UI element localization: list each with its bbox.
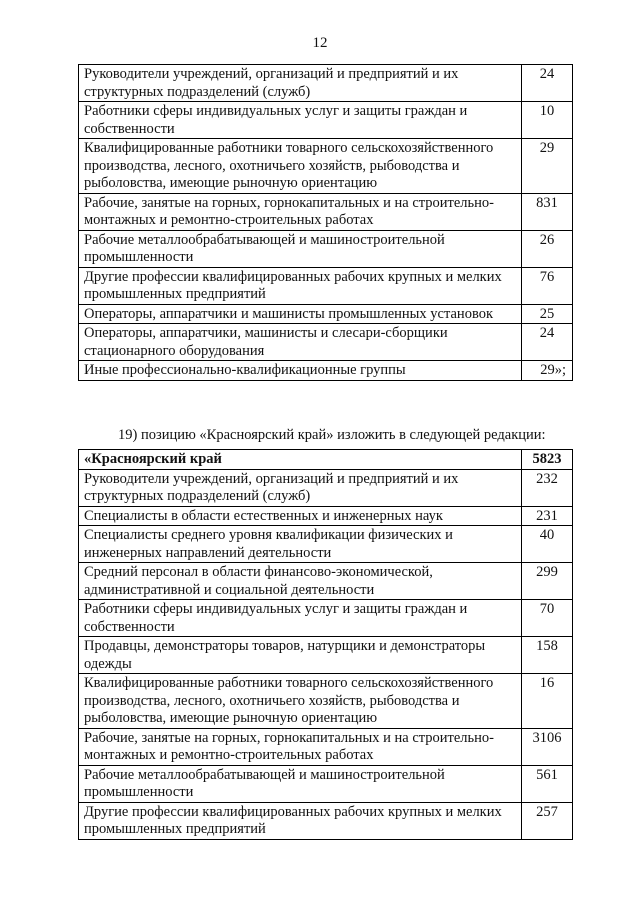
- table-row: [79, 506, 573, 526]
- table-row: [79, 193, 573, 230]
- occupation-value: 40: [522, 526, 573, 563]
- occupation-label: Руководители учреждений, организаций и предприятий и их структурных подразделений (служб): [79, 469, 522, 506]
- amendment-intro-text: 19) позицию «Красноярский край» изложить в следующей редакции:: [118, 427, 546, 443]
- occupation-label: Специалисты в области естественных и инженерных наук: [79, 506, 522, 526]
- region-total: 5823: [522, 450, 573, 470]
- occupation-value: 16: [522, 674, 573, 729]
- occupation-label: Операторы, аппаратчики, машинисты и слесари-сборщики стационарного оборудования: [79, 324, 522, 361]
- table-row: [79, 765, 573, 802]
- occupation-label: Работники сферы индивидуальных услуг и защиты граждан и собственности: [79, 600, 522, 637]
- occupation-label: Продавцы, демонстраторы товаров, натурщики и демонстраторы одежды: [79, 637, 522, 674]
- occupation-value: 232: [522, 469, 573, 506]
- table-row: [79, 469, 573, 506]
- occupation-value: 29: [522, 139, 573, 194]
- occupation-value: 158: [522, 637, 573, 674]
- table-row: [79, 361, 573, 381]
- table-row: [79, 674, 573, 729]
- table-row: [79, 267, 573, 304]
- table-row: [79, 65, 573, 102]
- region-name: «Красноярский край: [79, 450, 522, 470]
- occupation-value: 3106: [522, 728, 573, 765]
- occupation-label: Другие профессии квалифицированных рабочих крупных и мелких промышленных предприятий: [79, 802, 522, 839]
- occupation-value: 70: [522, 600, 573, 637]
- occupation-value: 831: [522, 193, 573, 230]
- table-row: [79, 728, 573, 765]
- table-row: [79, 563, 573, 600]
- occupation-label: Средний персонал в области финансово-экономической, административной и социальной деятельности: [79, 563, 522, 600]
- table-row: [79, 802, 573, 839]
- occupation-value: 10: [522, 102, 573, 139]
- occupation-value: 25: [522, 304, 573, 324]
- table-row: [79, 139, 573, 194]
- occupation-label: Рабочие, занятые на горных, горнокапитальных и на строительно-монтажных и ремонтно-строительных работах: [79, 728, 522, 765]
- occupation-label: Рабочие металлообрабатывающей и машиностроительной промышленности: [79, 230, 522, 267]
- occupation-label: Руководители учреждений, организаций и предприятий и их структурных подразделений (служб): [79, 65, 522, 102]
- occupation-table-previous: [78, 64, 573, 381]
- occupation-value: 24: [522, 65, 573, 102]
- table-header-row: [79, 450, 573, 470]
- table-row: [79, 102, 573, 139]
- table-row: [79, 637, 573, 674]
- occupation-label: Специалисты среднего уровня квалификации физических и инженерных направлений деятельности: [79, 526, 522, 563]
- occupation-label: Другие профессии квалифицированных рабочих крупных и мелких промышленных предприятий: [79, 267, 522, 304]
- occupation-value: 24: [522, 324, 573, 361]
- occupation-table-krasnoyarsk: [78, 449, 573, 840]
- occupation-value: 29»;: [522, 361, 573, 381]
- occupation-label: Иные профессионально-квалификационные группы: [79, 361, 522, 381]
- table-row: [79, 324, 573, 361]
- occupation-value: 257: [522, 802, 573, 839]
- occupation-label: Операторы, аппаратчики и машинисты промышленных установок: [79, 304, 522, 324]
- page-number: 12: [312, 35, 328, 51]
- occupation-value: 231: [522, 506, 573, 526]
- occupation-value: 299: [522, 563, 573, 600]
- table-row: [79, 230, 573, 267]
- occupation-value: 561: [522, 765, 573, 802]
- table-row: [79, 526, 573, 563]
- table-row: [79, 304, 573, 324]
- occupation-value: 76: [522, 267, 573, 304]
- occupation-value: 26: [522, 230, 573, 267]
- occupation-label: Рабочие металлообрабатывающей и машиностроительной промышленности: [79, 765, 522, 802]
- occupation-label: Рабочие, занятые на горных, горнокапитальных и на строительно-монтажных и ремонтно-строительных работах: [79, 193, 522, 230]
- occupation-label: Квалифицированные работники товарного сельскохозяйственного производства, лесного, охотничьего хозяйств, рыбоводства и рыболовства, имеющие рыночную ориентацию: [79, 139, 522, 194]
- occupation-label: Квалифицированные работники товарного сельскохозяйственного производства, лесного, охотничьего хозяйств, рыбоводства и рыболовства, имеющие рыночную ориентацию: [79, 674, 522, 729]
- table-row: [79, 600, 573, 637]
- occupation-label: Работники сферы индивидуальных услуг и защиты граждан и собственности: [79, 102, 522, 139]
